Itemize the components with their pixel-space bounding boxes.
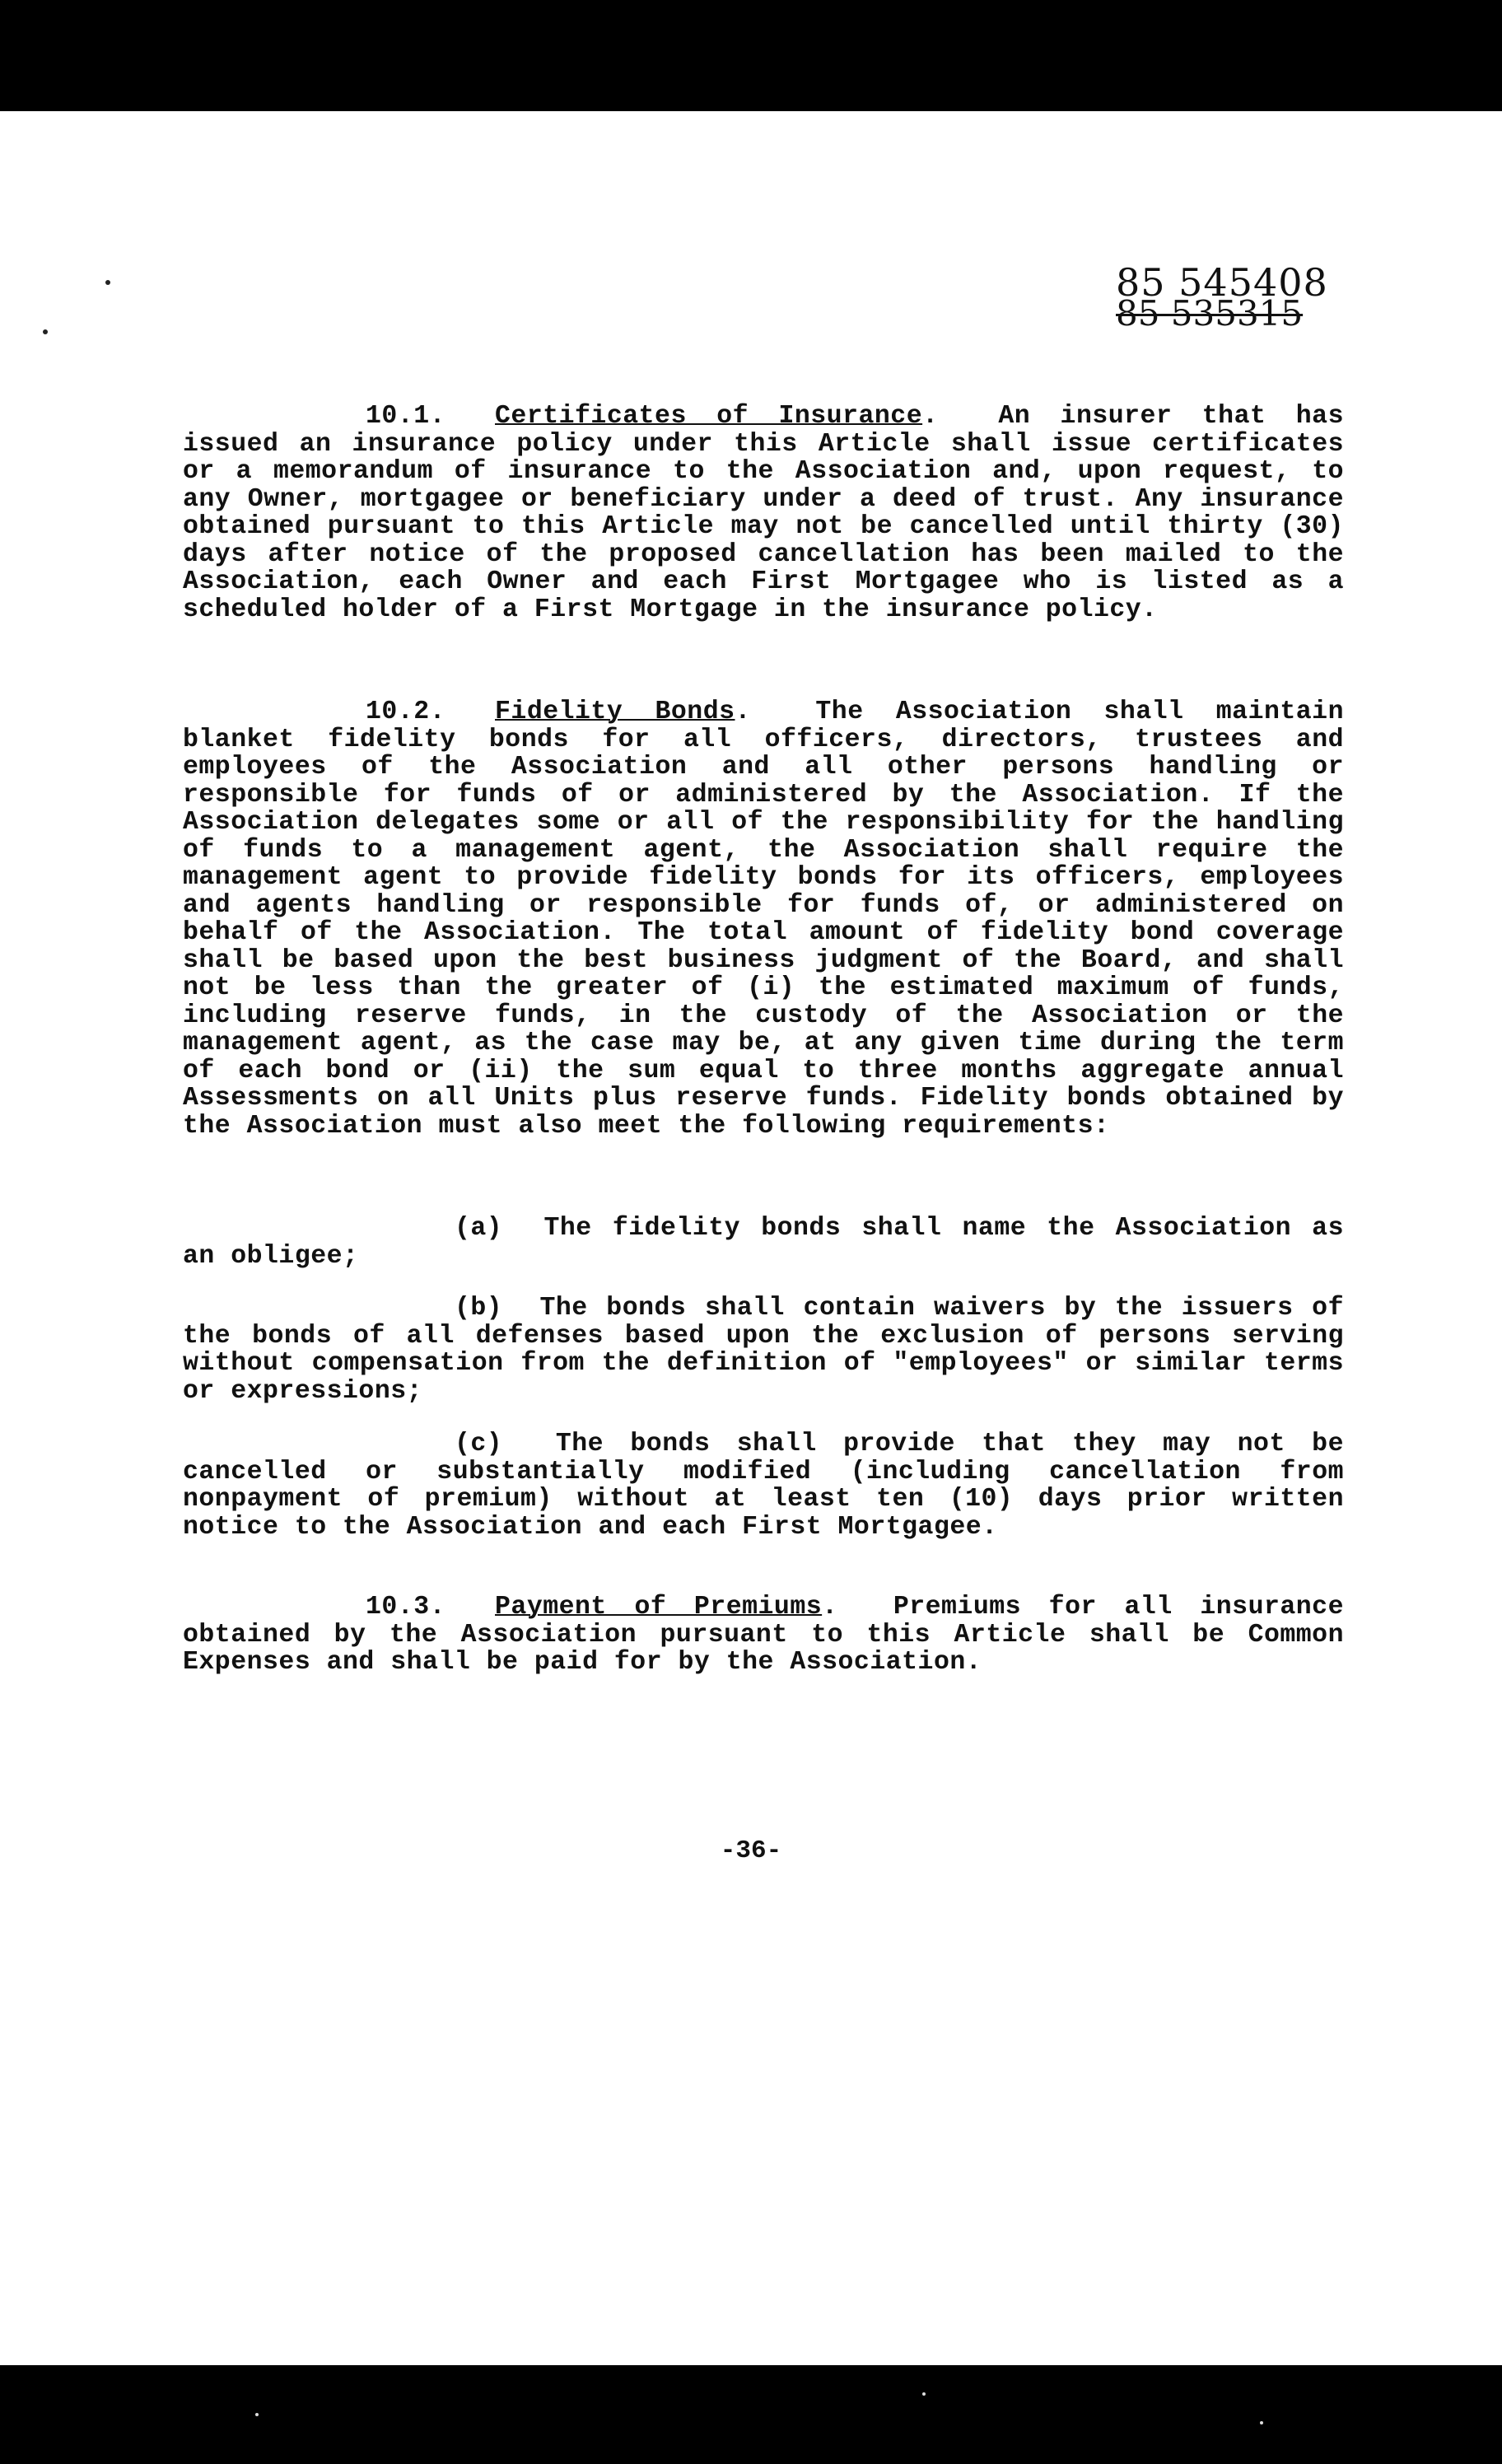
scan-speck <box>105 280 110 285</box>
subsection-c <box>183 1430 1344 1541</box>
scan-border-bottom <box>0 2365 1502 2464</box>
subsection-text: The fidelity bonds shall name the Association as an obligee; <box>183 1214 1344 1271</box>
section-heading: Fidelity Bonds <box>495 698 735 726</box>
section-10-3: 10.3. Payment of Premiums. Premiums for all insurance obtained by the Association pursuant to this Article shall be Common Expenses and shall be paid for by the Association. <box>183 1593 1344 1677</box>
section-number: 10.3. <box>366 1593 446 1622</box>
section-heading: Payment of Premiums <box>495 1593 823 1622</box>
subsection-label: (c) <box>455 1430 503 1458</box>
document-number <box>1116 260 1328 334</box>
document-number-current: 85 545408 <box>1116 260 1328 305</box>
section-body: The Association shall maintain blanket fidelity bonds for all officers, directors, trustees and employees of the Association and all other persons handling or responsible for funds of or administered by the Association. If the Association delegates some or all of the responsibility for the handling of funds to a management agent, the Association shall require the management agent to provide fidelity bonds for its officers, employees and agents handling or responsible for funds of, or administered on behalf of the Association. The total amount of fidelity bond coverage shall be based upon the best business judgment of the Board, and shall not be less than the greater of (i) the estimated maximum of funds, including reserve funds, in the custody of the Association or the management agent, as the case may be, at any given time during the term of each bond or (ii) the sum equal to three months aggregate annual Assessments on all Units plus reserve funds. Fidelity bonds obtained by the Association must also meet the following requirements: <box>183 698 1344 1141</box>
section-number: 10.1. <box>366 402 446 431</box>
subsection-label: (a) <box>455 1214 503 1243</box>
section-body: Premiums for all insurance obtained by the Association pursuant to this Article shall be Common Expenses and shall be paid for by the Association. <box>183 1593 1344 1677</box>
section-10-1: 10.1. Certificates of Insurance. An insurer that has issued an insurance policy under this Article shall issue certificates or a memorandum of insurance to the Association and, upon request, to any Owner, mortgagee or beneficiary under a deed of trust. Any insurance obtained pursuant to this Article may not be cancelled until thirty (30) days after notice of the proposed cancellation has been mailed to the Association, each Owner and each First Mortgagee who is listed as a scheduled holder of a First Mortgage in the insurance policy. <box>183 402 1344 624</box>
page-number: -36- <box>720 1836 782 1865</box>
subsection-a <box>183 1215 1344 1270</box>
section-number: 10.2. <box>366 698 446 726</box>
subsection-b <box>183 1295 1344 1405</box>
subsection-text: The bonds shall provide that they may not be cancelled or substantially modified (including cancellation from nonpayment of premium) without at least ten (10) days prior written notice to the Association and each First Mortgagee. <box>183 1430 1344 1542</box>
section-10-2: 10.2. Fidelity Bonds. The Association shall maintain blanket fidelity bonds for all officers, directors, trustees and employees of the Association and all other persons handling or responsible for funds of or administered by the Association. If the Association delegates some or all of the responsibility for the handling of funds to a management agent, the Association shall require the management agent to provide fidelity bonds for its officers, employees and agents handling or responsible for funds of, or administered on behalf of the Association. The total amount of fidelity bond coverage shall be based upon the best business judgment of the Board, and shall not be less than the greater of (i) the estimated maximum of funds, including reserve funds, in the custody of the Association or the management agent, as the case may be, at any given time during the term of each bond or (ii) the sum equal to three months aggregate annual Assessments on all Units plus reserve funds. Fidelity bonds obtained by the Association must also meet the following requirements: <box>183 698 1344 1141</box>
section-body: An insurer that has issued an insurance policy under this Article shall issue certificates or a memorandum of insurance to the Association and, upon request, to any Owner, mortgagee or beneficiary under a deed of trust. Any insurance obtained pursuant to this Article may not be cancelled until thirty (30) days after notice of the proposed cancellation has been mailed to the Association, each Owner and each First Mortgagee who is listed as a scheduled holder of a First Mortgage in the insurance policy. <box>183 402 1344 624</box>
scan-speck <box>43 329 48 334</box>
subsection-text: The bonds shall contain waivers by the issuers of the bonds of all defenses based upon the exclusion of persons serving without compensation from the definition of "employees" or similar terms or expressions; <box>183 1294 1344 1406</box>
scan-speck <box>255 2413 259 2416</box>
subsection-label: (b) <box>455 1294 503 1323</box>
scan-border-top <box>0 0 1502 111</box>
section-heading: Certificates of Insurance <box>495 402 923 431</box>
document-number-struck: 85 535315 <box>1116 293 1304 334</box>
scan-speck <box>1260 2421 1263 2424</box>
scan-speck <box>922 2392 926 2396</box>
